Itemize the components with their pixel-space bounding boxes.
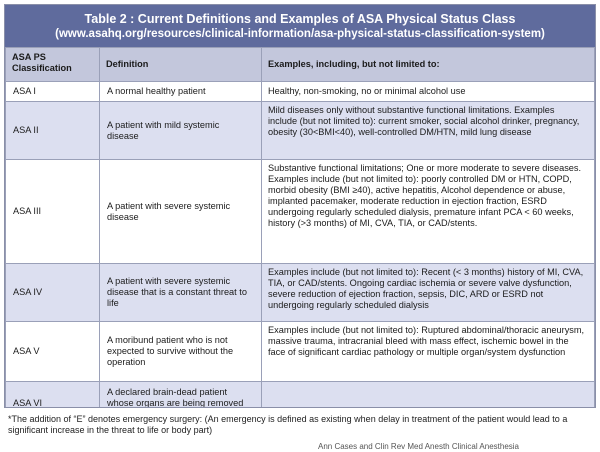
classification-cell: ASA I (6, 82, 100, 102)
classification-cell: ASA II (6, 102, 100, 160)
table-row (6, 82, 595, 102)
examples-cell: Examples include (but not limited to): Recent (< 3 months) history of MI, CVA, TIA, or CAD/stents. Ongoing cardiac ischemia or severe valve dysfunction, severe reduction of ejection fraction, sepsis, DIC, ARD or ESRD not undergoing regularly scheduled dialysis (262, 264, 595, 322)
classification-cell: ASA VI (6, 382, 100, 409)
header-definition: Definition (100, 48, 262, 82)
examples-cell (262, 382, 595, 409)
definition-cell: A normal healthy patient (100, 82, 262, 102)
classification-cell: ASA IV (6, 264, 100, 322)
classification-cell: ASA V (6, 322, 100, 382)
table-row (6, 102, 595, 160)
source-citation: Ann Cases and Clin Rev Med Anesth Clinical Anesthesia (318, 442, 519, 451)
table-row (6, 322, 595, 382)
table-title: Table 2 : Current Definitions and Examples of ASA Physical Status Class (84, 11, 516, 26)
header-examples: Examples, including, but not limited to: (262, 48, 595, 82)
definition-cell: A declared brain-dead patient whose organs are being removed (100, 382, 262, 409)
header-classification: ASA PS Classification (6, 48, 100, 82)
table-row (6, 160, 595, 264)
asa-classification-table (5, 47, 595, 408)
definition-cell: A patient with severe systemic disease (100, 160, 262, 264)
table-source-url: (www.asahq.org/resources/clinical-information/asa-physical-status-classification-system) (55, 27, 545, 40)
table-header-row (6, 48, 595, 82)
examples-cell: Examples include (but not limited to): Ruptured abdominal/thoracic aneurysm, massive trauma, intracranial bleed with mass effect, ischemic bowel in the face of significant cardiac pathology or multiple organ/system dysfunction (262, 322, 595, 382)
table-row (6, 382, 595, 409)
classification-cell: ASA III (6, 160, 100, 264)
definition-cell: A patient with mild systemic disease (100, 102, 262, 160)
table-row (6, 264, 595, 322)
examples-cell: Mild diseases only without substantive functional limitations. Examples include (but not limited to): current smoker, social alcohol drinker, pregnancy, obesity (30<BMI<40), well-controlled DM/HTN, mild lung disease (262, 102, 595, 160)
definition-cell: A moribund patient who is not expected to survive without the operation (100, 322, 262, 382)
table-header (5, 5, 595, 47)
asa-table-figure (4, 4, 596, 408)
examples-cell: Substantive functional limitations; One or more moderate to severe diseases. Examples include (but not limited to): poorly controlled DM or HTN, COPD, morbid obesity (BMI ≥40), active hepatitis, Alcohol dependence or abuse, implanted pacemaker, moderate reduction in ejection fraction, ESRD undergoing regularly scheduled dialysis, premature infant PCA < 60 weeks, history (>3 months) of MI, CVA, TIA, or CAD/stents. (262, 160, 595, 264)
examples-cell: Healthy, non-smoking, no or minimal alcohol use (262, 82, 595, 102)
footnote: *The addition of “E” denotes emergency surgery: (An emergency is defined as existing when delay in treatment of the patient would lead to a significant increase in the threat to life or body part) (8, 414, 568, 435)
definition-cell: A patient with severe systemic disease that is a constant threat to life (100, 264, 262, 322)
